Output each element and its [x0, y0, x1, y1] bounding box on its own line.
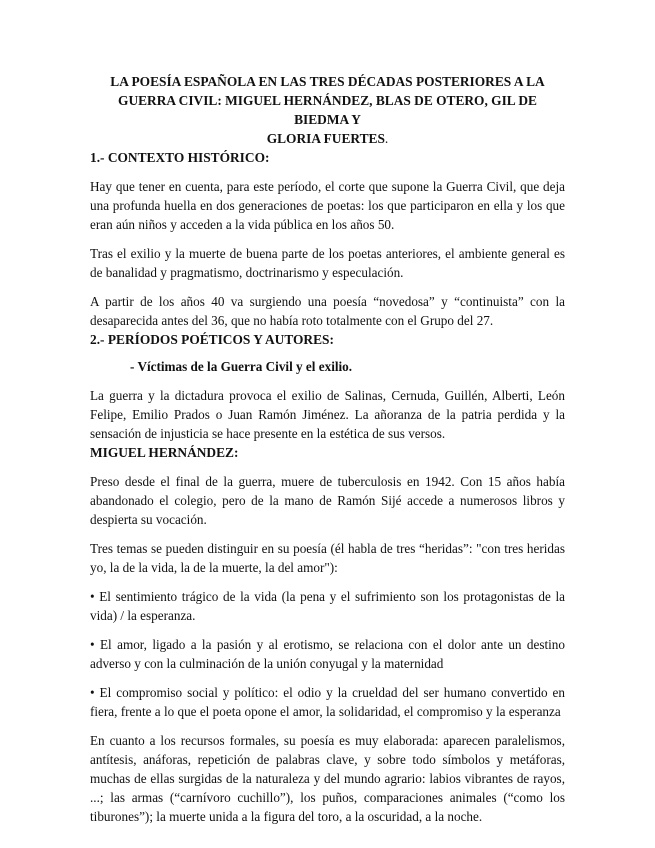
section-1-paragraph-2: Tras el exilio y la muerte de buena parte de los poetas anteriores, el ambiente general es de banalidad y pragmatismo, doctrinarismo y especulación. — [90, 246, 565, 280]
title-line-1: LA POESÍA ESPAÑOLA EN LAS TRES DÉCADAS POSTERIORES A LA — [110, 74, 545, 89]
title-line-2: GUERRA CIVIL: MIGUEL HERNÁNDEZ, BLAS DE OTERO, GIL DE BIEDMA Y — [118, 93, 537, 127]
section-1-paragraph-3: A partir de los años 40 va surgiendo una poesía “novedosa” y “continuista” con la desaparecida antes del 36, que no había roto totalmente con el Grupo del 27. — [90, 294, 565, 328]
hernandez-bullet-2: • El amor, ligado a la pasión y al erotismo, se relaciona con el dolor ante un destino adverso y con la culminación de la unión conyugal y la maternidad — [90, 637, 565, 671]
title-period: . — [384, 131, 389, 146]
hernandez-bullet-1: • El sentimiento trágico de la vida (la pena y el sufrimiento son los protagonistas de la vida) / la esperanza. — [90, 589, 565, 623]
document-title — [96, 72, 559, 148]
title-line-3-text: GLORIA FUERTES — [266, 131, 385, 146]
hernandez-paragraph-3: En cuanto a los recursos formales, su poesía es muy elaborada: aparecen paralelismos, antítesis, anáforas, repetición de palabras clave, y sobre todo símbolos y metáforas, muchas de ellas surgidas de la naturaleza y del mundo agrario: labios vibrantes de rayos, ...; las armas (“carnívoro cuchillo”), los puños, comparaciones animales (“como los tiburones”); la muerte unida a la figura del toro, a la oscuridad, a la noche. — [90, 733, 565, 824]
section-2-subheading: - Víctimas de la Guerra Civil y el exilio. — [130, 359, 353, 374]
section-1-paragraph-1: Hay que tener en cuenta, para este período, el corte que supone la Guerra Civil, que deja una profunda huella en dos generaciones de poetas: los que participaron en ella y los que eran aún niños y acceden a la vida pública en los años 50. — [90, 179, 565, 232]
title-line-3 — [96, 129, 559, 148]
hernandez-bullet-3: • El compromiso social y político: el odio y la crueldad del ser humano convertido en fiera, frente a lo que el poeta opone el amor, la solidaridad, el compromiso y la esperanza — [90, 685, 565, 719]
hernandez-heading: MIGUEL HERNÁNDEZ: — [90, 445, 239, 460]
hernandez-paragraph-2: Tres temas se pueden distinguir en su poesía (él habla de tres “heridas”: "con tres heridas yo, la de la vida, la de la muerte, la del amor"): — [90, 541, 565, 575]
section-1-heading: 1.- CONTEXTO HISTÓRICO: — [90, 150, 270, 165]
section-2-paragraph-1: La guerra y la dictadura provoca el exilio de Salinas, Cernuda, Guillén, Alberti, León Felipe, Emilio Prados o Juan Ramón Jiménez. La añoranza de la patria perdida y la sensación de injusticia se hace presente en la estética de sus versos. — [90, 388, 565, 441]
hernandez-paragraph-1: Preso desde el final de la guerra, muere de tuberculosis en 1942. Con 15 años había abandonado el colegio, pero de la mano de Ramón Sijé accede a numerosos libros y despierta su vocación. — [90, 474, 565, 527]
section-2-heading: 2.- PERÍODOS POÉTICOS Y AUTORES: — [90, 332, 334, 347]
